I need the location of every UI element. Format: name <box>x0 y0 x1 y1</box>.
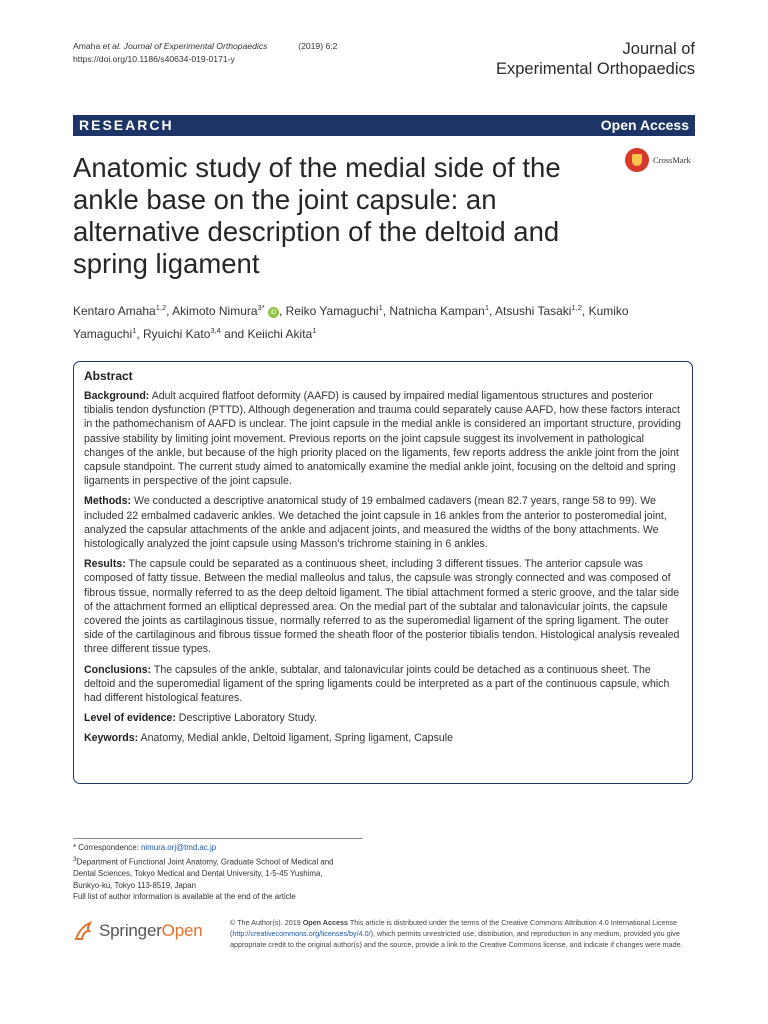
background-text: Adult acquired flatfoot deformity (AAFD) is caused by impaired medial ligamentous structures and posterior tibialis tendon dysfunction (PTTD). Although degeneration and trauma could separately cause AAFD, how these factors interact in the pathomechanism of AAFD is unclear. The joint capsule in the medial ankle is considered an important structure, providing passive stability by limiting joint movement. Previous reports on the joint capsule suggest its involvement in pathological changes of the ankle, but because of the high priority placed on the ligaments, few reports address the ankle joint from the joint capsule standpoint. The current study aimed to anatomically examine the medial ankle joint, focusing on the deltoid and spring ligaments in perspective of the joint capsule. <box>84 390 681 488</box>
author-affiliation: 1 <box>484 303 489 312</box>
author-info-note: Full list of author information is available at the end of the article <box>73 892 296 902</box>
footnote-divider <box>73 838 363 839</box>
author-affiliation: 1 <box>378 303 383 312</box>
journal-name-line1: Journal of <box>622 40 695 58</box>
journal-name-line2: Experimental Orthopaedics <box>495 60 695 78</box>
level-text: Descriptive Laboratory Study. <box>175 712 317 725</box>
abstract-keywords <box>84 731 682 745</box>
orcid-icon[interactable]: iD <box>268 307 279 318</box>
keywords-text: Anatomy, Medial ankle, Deltoid ligament, Spring ligament, Capsule <box>138 732 454 745</box>
methods-text: We conducted a descriptive anatomical study of 19 embalmed cadavers (mean 82.7 years, range 58 to 99). We included 22 embalmed cadaveric ankles. We detached the joint capsule in 16 ankles from the anterior to posteromedial joint, analyzed the capsular attachments of the ankle and adjacent joints, and measured the widths of the bony attachments. We histologically analyzed the joint capsule using Masson’s trichrome staining in 6 ankles. <box>84 495 667 551</box>
keywords-label: Keywords: <box>84 732 139 745</box>
crossmark-label: CrossMark <box>653 155 691 165</box>
springer-horse-icon <box>73 920 95 942</box>
author-affiliation: 3,4 <box>210 326 221 335</box>
author-name: , Reiko Yamaguchi <box>278 304 379 318</box>
background-label: Background: <box>84 390 150 402</box>
author-affiliation: 1,2 <box>155 303 167 312</box>
crossmark-icon <box>625 148 649 172</box>
springer-word: Springer <box>99 921 162 940</box>
author-name: , Natnicha Kampan <box>382 304 485 318</box>
author-affiliation: 1,2 <box>571 303 582 312</box>
abstract-box <box>73 361 693 784</box>
crossmark-badge[interactable] <box>625 148 691 172</box>
open-access-label: Open Access <box>600 117 689 133</box>
doi-link[interactable]: https://doi.org/10.1186/s40634-019-0171-y <box>73 54 235 64</box>
author-name: and Keiichi Akita <box>220 327 313 341</box>
author-affiliation: 1 <box>312 326 317 335</box>
author-affiliation: 3* <box>257 303 265 312</box>
open-word: Open <box>161 921 203 940</box>
conclusions-text: The capsules of the ankle, subtalar, and talonavicular joints could be detached as a continuous sheet. The deltoid and the superomedial ligament of the spring ligaments could be interpreted as a part of the continuous capsule, which had different histological features. <box>84 663 670 705</box>
article-type-label: RESEARCH <box>79 117 174 133</box>
license-link[interactable]: http://creativecommons.org/licenses/by/4.0/ <box>232 929 371 938</box>
correspondence-label: * Correspondence: <box>73 843 141 852</box>
springer-wordmark <box>99 921 202 941</box>
author-name: , Atsushi Tasaki <box>488 304 572 318</box>
license-open-access: Open Access <box>302 918 348 927</box>
author-name: , Kumiko Yamaguchi <box>73 304 629 341</box>
citation-year: (2019) 6:2 <box>298 41 338 51</box>
author-name: Kentaro Amaha <box>73 304 156 318</box>
article-title: Anatomic study of the medial side of the ankle base on the joint capsule: an alternative description of the deltoid and spring ligament <box>73 152 561 279</box>
affiliation-line: Dental Sciences, Tokyo Medical and Dental University, 1-5-45 Yushima, <box>73 869 323 879</box>
license-statement <box>230 917 695 950</box>
author-name: , Ryuichi Kato <box>136 327 211 341</box>
citation-authors: Amaha <box>73 41 103 51</box>
license-text: ), which permits unrestricted use, distribution, and reproduction in any medium, provided you give appropriate credit to the original author(s) and the source, provide a link to the Creative Commons license, and indicate if changes were made. <box>230 929 683 949</box>
author-affiliation: 1 <box>132 326 137 335</box>
author-list <box>73 298 693 344</box>
results-text: The capsule could be separated as a continuous sheet, including 3 different tissues. The anterior capsule was composed of fatty tissue. Between the medial malleolus and talus, the capsule was strongly connected and was composed of fibrous tissue, normally referred to as the deep deltoid ligament. The tibial attachment formed a steric groove, and the talar side of the attachment formed an elliptical depressed area. On the medial part of the subtalar and talonavicular joints, the capsule covered the joints as cartilaginous tissue, normally referred to as the superomedial ligament of the spring ligament. The outer side of the cartilaginous and fibrous tissue formed the sheath floor of the posterior tibialis tendon. Histological analysis revealed three different tissue types. <box>84 558 680 656</box>
abstract-conclusions <box>84 663 682 706</box>
license-text: © The Author(s). 2019 <box>230 918 303 927</box>
affiliation-line: Bunkyo-ku, Tokyo 113-8519, Japan <box>73 880 196 890</box>
author-name: , Akimoto Nimura <box>166 304 258 318</box>
abstract-heading: Abstract <box>84 369 133 383</box>
conclusions-label: Conclusions: <box>84 663 152 676</box>
license-text: This article is distributed under the terms of the Creative Commons Attribution 4.0 International License ( <box>230 918 678 938</box>
correspondence-email-link[interactable]: nimura.orj@tmd.ac.jp <box>141 843 217 852</box>
abstract-results <box>84 557 682 656</box>
citation-block <box>73 40 337 66</box>
citation-journal: et al. Journal of Experimental Orthopaedics <box>102 41 268 51</box>
level-label: Level of evidence: <box>84 712 176 725</box>
correspondence-footnote <box>73 842 373 903</box>
affiliation-number: 3 <box>73 855 77 863</box>
abstract-background <box>84 389 682 488</box>
springer-open-logo <box>73 920 202 942</box>
article-type-band <box>73 115 695 136</box>
abstract-methods <box>84 494 682 551</box>
methods-label: Methods: <box>84 495 132 508</box>
abstract-level <box>84 711 682 725</box>
affiliation-line: Department of Functional Joint Anatomy, Graduate School of Medical and <box>76 857 334 867</box>
results-label: Results: <box>84 558 126 571</box>
journal-name <box>496 39 695 79</box>
